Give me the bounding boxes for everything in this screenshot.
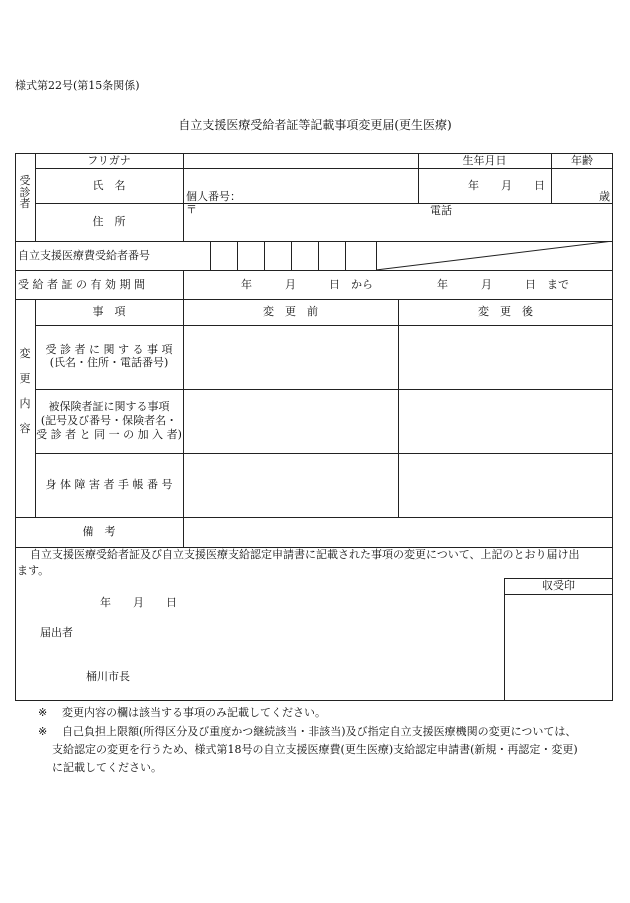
submission-date: 年 月 日	[100, 596, 177, 609]
my-number-label: 個人番号：	[186, 190, 241, 203]
dob-format: 年 月 日	[468, 179, 545, 192]
row-line-change-1	[35, 389, 613, 390]
name-label: 氏 名	[92, 179, 126, 192]
col-header-before: 変 更 前	[263, 305, 318, 318]
recipient-number-label: 自立支援医療費受給者番号	[18, 249, 150, 262]
change-row-handbook: 身 体 障 害 者 手 帳 番 号	[45, 478, 173, 491]
furigana-label: フリガナ	[87, 154, 131, 167]
statement-line-1: 自立支援医療受給者証及び自立支援医療支給認定申請書に記載された事項の変更について、上記のとおり届け出	[30, 548, 580, 561]
age-unit: 歳	[599, 190, 610, 203]
note-1-text: 変更内容の欄は該当する事項のみ記載してください。	[62, 706, 326, 719]
dob-label: 生年月日	[462, 154, 507, 167]
validity-from: 年 月 日 から	[241, 278, 373, 291]
remarks-label: 備 考	[82, 525, 116, 538]
digit-box-divider	[318, 241, 319, 270]
applicant-label: 届出者	[40, 626, 73, 639]
recipient-diagonal-line	[376, 241, 613, 270]
note-2-mark: ※	[38, 725, 48, 738]
row-line-recipient	[15, 270, 613, 271]
postal-mark: 〒	[186, 203, 197, 216]
address-label: 住 所	[92, 215, 126, 228]
col-header-after: 変 更 後	[478, 305, 533, 318]
receipt-stamp-box	[504, 578, 613, 701]
row-line-change-2	[35, 453, 613, 454]
addressee: 桶川市長	[86, 670, 130, 683]
digit-box-divider	[237, 241, 238, 270]
form-number: 様式第22号(第15条関係)	[15, 79, 140, 92]
row-line-change-3	[15, 517, 613, 518]
note-2-line-3: に記載してください。	[52, 761, 162, 774]
change-row-insurance: 被保険者証に関する事項 (記号及び番号・保険者名・ 受 診 者 と 同 一 の 加 入 者)	[36, 400, 182, 441]
note-1-mark: ※	[38, 706, 48, 719]
form-title: 自立支援医療受給者証等記載事項変更届(更生医療)	[178, 118, 452, 132]
receipt-stamp-label: 収受印	[542, 579, 575, 592]
phone-label: 電話	[430, 204, 452, 217]
row-line-change-header	[35, 325, 613, 326]
statement-line-2: ます。	[17, 564, 50, 577]
row-line-furigana	[35, 168, 613, 169]
validity-label: 受 給 者 証 の 有 効 期 間	[18, 278, 145, 291]
receipt-stamp-header-line	[504, 594, 613, 595]
digit-box-divider	[264, 241, 265, 270]
validity-to: 年 月 日 まで	[437, 278, 569, 291]
patient-section-label: 受 診 者	[19, 174, 31, 211]
digit-box-divider	[210, 241, 211, 270]
col-line-change-after	[398, 299, 399, 517]
row-line-validity	[15, 299, 613, 300]
col-line-patient-value	[183, 153, 184, 241]
changes-section-label: 変 更 内 容	[19, 347, 31, 435]
age-label: 年齢	[571, 154, 593, 167]
change-row-patient: 受 診 者 に 関 す る 事 項 (氏名・住所・電話番号)	[45, 343, 173, 369]
note-2-line-2: 支給認定の変更を行うため、様式第18号の自立支援医療費(更生医療)支給認定申請書(新規・再認定・変更)	[52, 743, 578, 756]
note-2-line-1: 自己負担上限額(所得区分及び重度かつ継続該当・非該当)及び指定自立支援医療機関の変更については、	[62, 725, 577, 738]
col-header-item: 事 項	[92, 305, 126, 318]
digit-box-divider	[345, 241, 346, 270]
digit-box-divider	[291, 241, 292, 270]
